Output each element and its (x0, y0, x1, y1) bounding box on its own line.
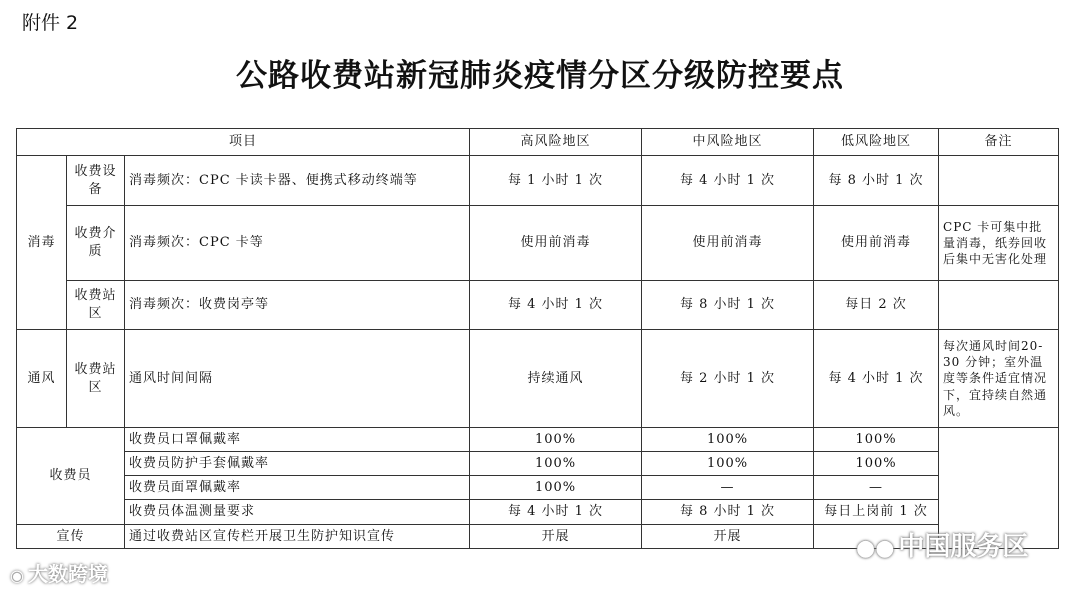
table-row (17, 206, 1059, 281)
row-item: 消毒频次：CPC 卡等 (125, 206, 470, 281)
row-item: 收费员口罩佩戴率 (125, 428, 470, 452)
cell-low: 每日上岗前 1 次 (814, 500, 939, 525)
cell-low: 每日 2 次 (814, 281, 939, 330)
control-points-table (16, 128, 1059, 549)
table-row (17, 500, 1059, 525)
watermark-right-text: 中国服务区 (898, 532, 1029, 562)
subgroup-media: 收费介质 (67, 206, 125, 281)
cell-high: 持续通风 (470, 330, 642, 428)
row-item: 收费员面罩佩戴率 (125, 476, 470, 500)
weibo-icon: ◉ (10, 566, 24, 585)
group-disinfect: 消毒 (17, 156, 67, 330)
group-ventilate: 通风 (17, 330, 67, 428)
cell-high: 每 4 小时 1 次 (470, 500, 642, 525)
header-low-risk: 低风险地区 (814, 129, 939, 156)
cell-high: 100% (470, 476, 642, 500)
table-row (17, 281, 1059, 330)
watermark-left (10, 558, 108, 587)
header-item: 项目 (17, 129, 470, 156)
watermark-right (856, 526, 1028, 563)
header-note: 备注 (939, 129, 1059, 156)
cell-high: 100% (470, 452, 642, 476)
document-title: 公路收费站新冠肺炎疫情分区分级防控要点 (236, 58, 844, 94)
cell-mid: 使用前消毒 (642, 206, 814, 281)
cell-mid: 每 4 小时 1 次 (642, 156, 814, 206)
header-mid-risk: 中风险地区 (642, 129, 814, 156)
cell-mid: 每 8 小时 1 次 (642, 500, 814, 525)
cell-low: 100% (814, 452, 939, 476)
table-row (17, 452, 1059, 476)
cell-high: 每 1 小时 1 次 (470, 156, 642, 206)
cell-low: 使用前消毒 (814, 206, 939, 281)
row-item: 收费员防护手套佩戴率 (125, 452, 470, 476)
cell-low: 每 4 小时 1 次 (814, 330, 939, 428)
cell-note: CPC 卡可集中批量消毒，纸券回收后集中无害化处理 (939, 206, 1059, 281)
subgroup-equipment: 收费设备 (67, 156, 125, 206)
subgroup-station: 收费站区 (67, 330, 125, 428)
table-row (17, 428, 1059, 452)
table-row (17, 156, 1059, 206)
cell-mid: 开展 (642, 525, 814, 549)
table-row (17, 330, 1059, 428)
cell-high: 使用前消毒 (470, 206, 642, 281)
cell-high: 每 4 小时 1 次 (470, 281, 642, 330)
wechat-icon: ●● (856, 536, 895, 561)
cell-mid: 每 8 小时 1 次 (642, 281, 814, 330)
header-high-risk: 高风险地区 (470, 129, 642, 156)
row-item: 通风时间间隔 (125, 330, 470, 428)
cell-high: 100% (470, 428, 642, 452)
subgroup-station: 收费站区 (67, 281, 125, 330)
cell-note (939, 156, 1059, 206)
watermark-left-text: 大数跨境 (27, 562, 108, 586)
cell-note (939, 281, 1059, 330)
cell-low: — (814, 476, 939, 500)
cell-mid: 100% (642, 428, 814, 452)
row-item: 消毒频次：收费岗亭等 (125, 281, 470, 330)
row-item: 通过收费站区宣传栏开展卫生防护知识宣传 (125, 525, 470, 549)
group-staff: 收费员 (17, 428, 125, 525)
cell-note: 每次通风时间20-30 分钟；室外温度等条件适宜情况下，宜持续自然通风。 (939, 330, 1059, 428)
cell-low: 每 8 小时 1 次 (814, 156, 939, 206)
table-row (17, 476, 1059, 500)
attachment-label: 附件 2 (22, 12, 79, 34)
row-item: 收费员体温测量要求 (125, 500, 470, 525)
group-publicity: 宣传 (17, 525, 125, 549)
cell-low: 100% (814, 428, 939, 452)
row-item: 消毒频次：CPC 卡读卡器、便携式移动终端等 (125, 156, 470, 206)
cell-mid: 每 2 小时 1 次 (642, 330, 814, 428)
header-row (17, 129, 1059, 156)
cell-high: 开展 (470, 525, 642, 549)
cell-mid: — (642, 476, 814, 500)
cell-mid: 100% (642, 452, 814, 476)
